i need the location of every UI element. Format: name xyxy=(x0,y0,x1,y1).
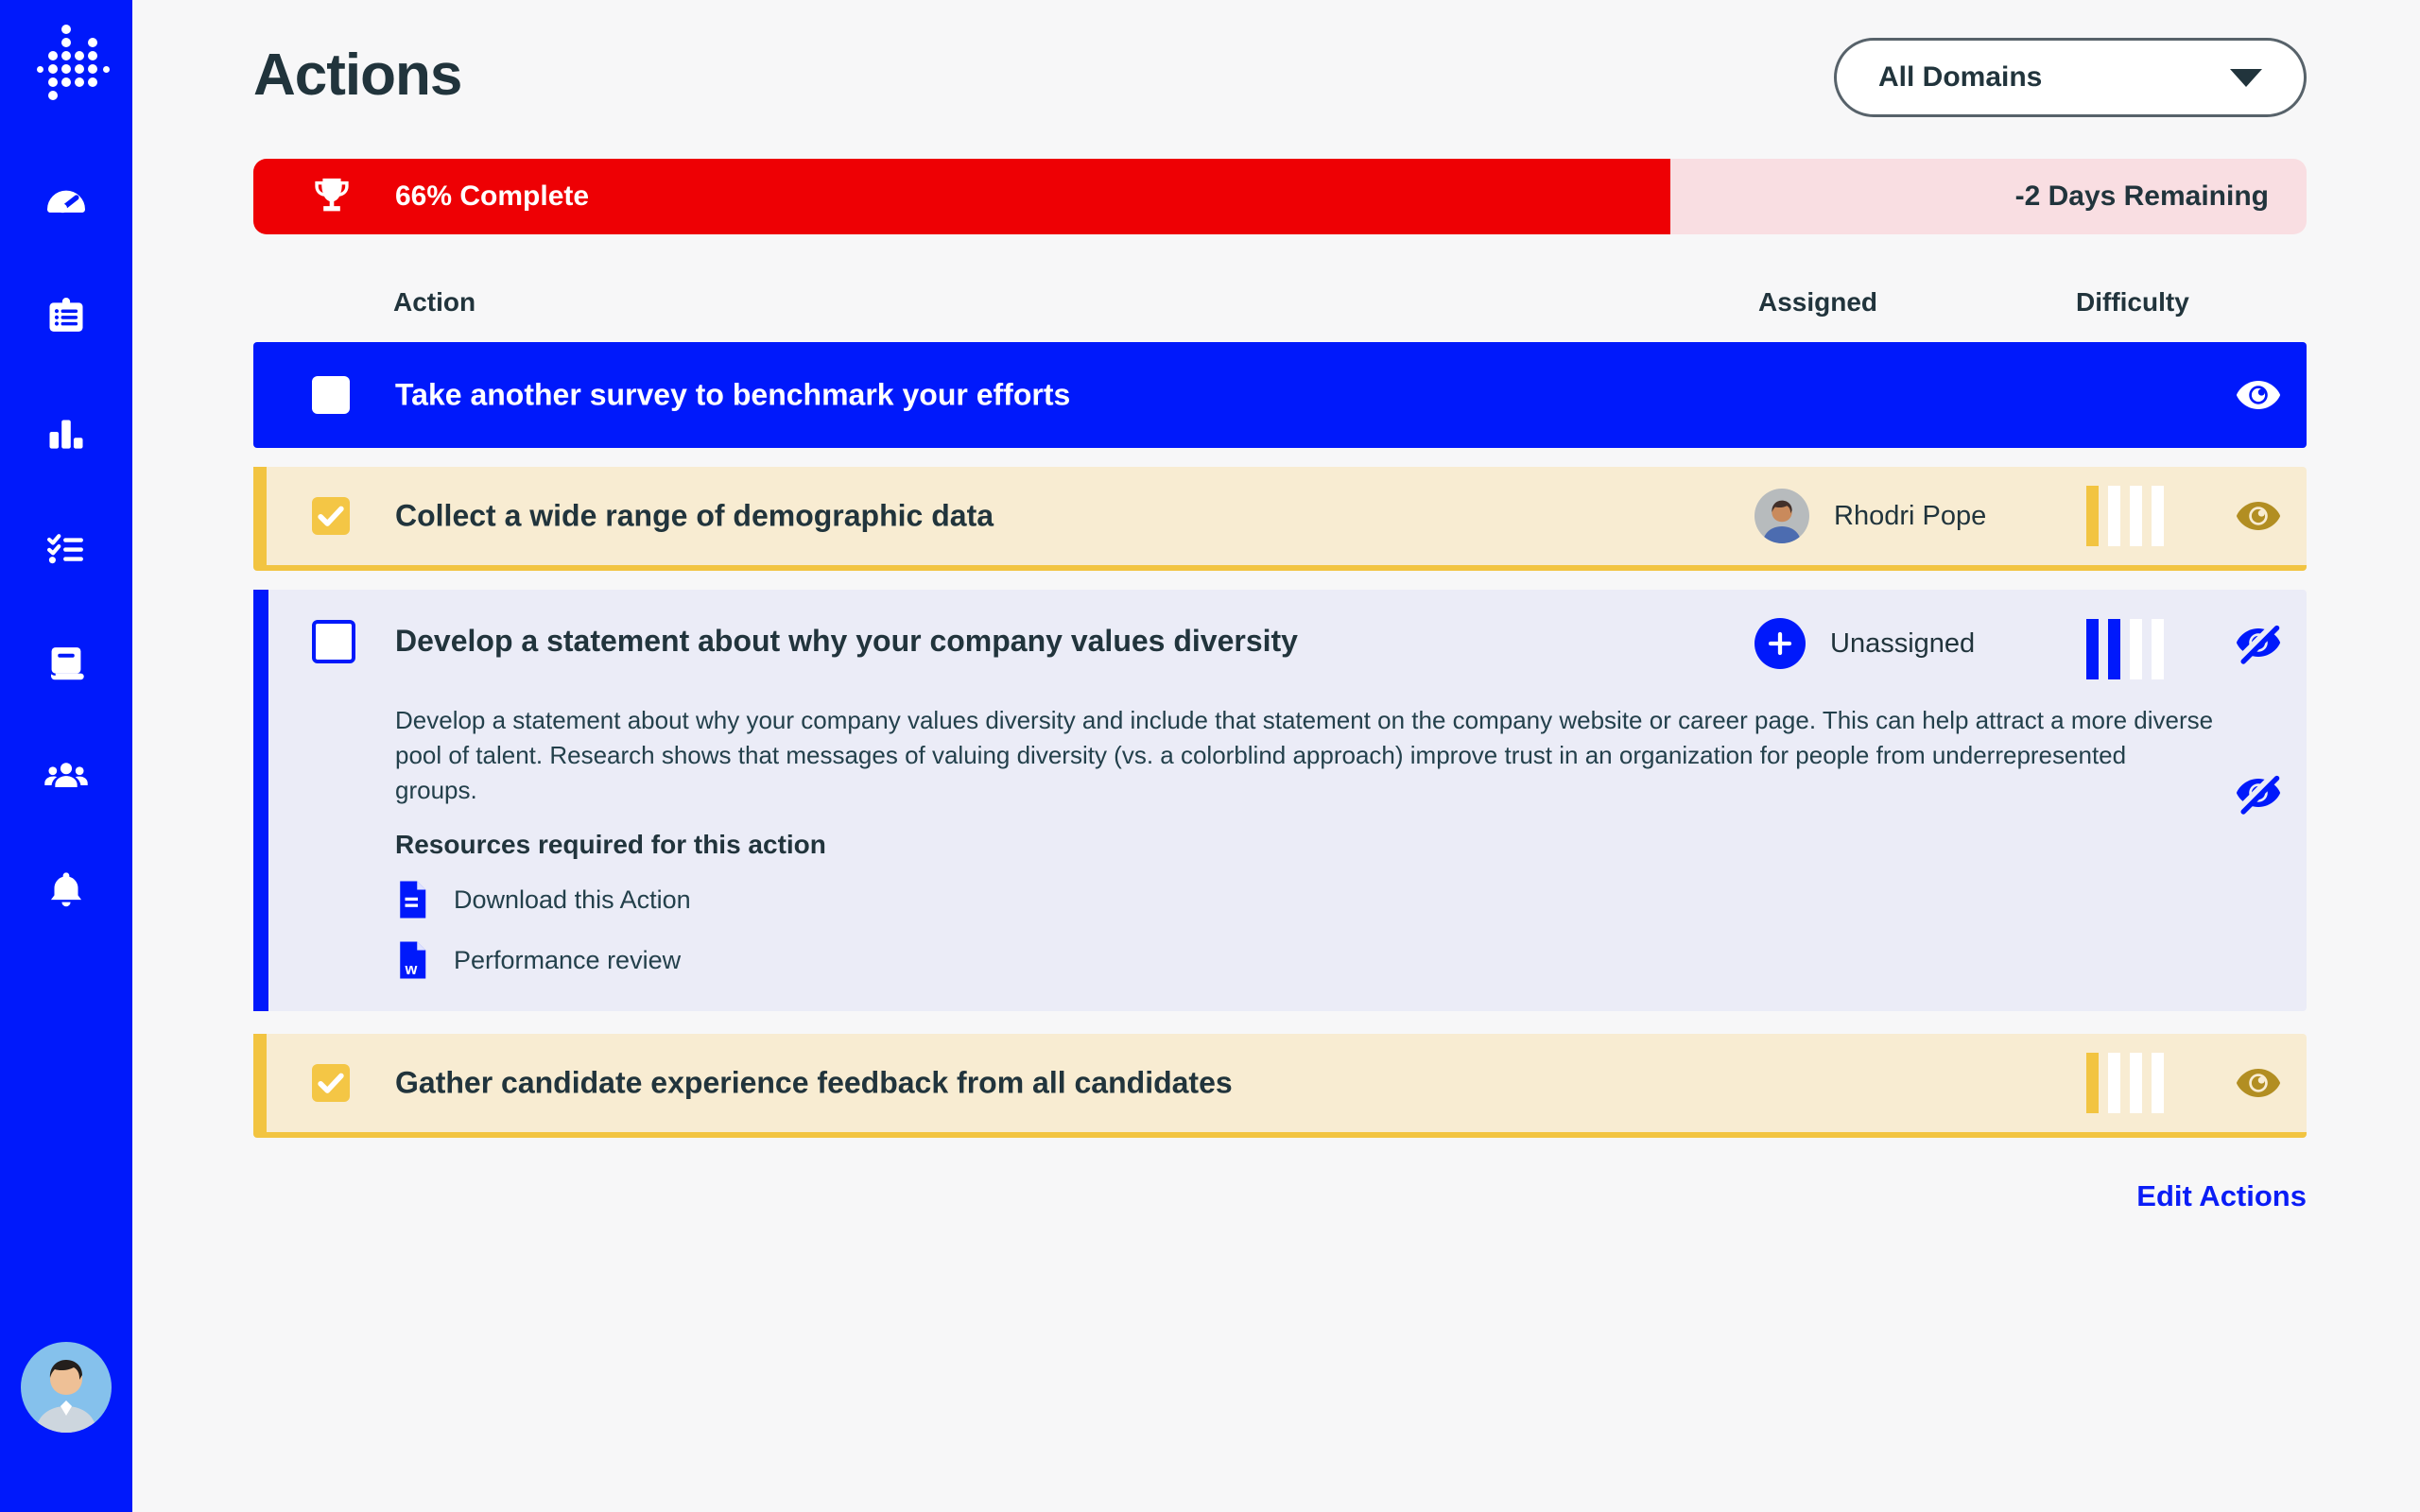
assigned-cell xyxy=(1754,489,1986,543)
column-header-difficulty: Difficulty xyxy=(2076,287,2189,317)
table-row[interactable] xyxy=(253,1034,2307,1138)
action-title: Gather candidate experience feedback from all candidates xyxy=(395,1065,1233,1100)
speedometer-icon xyxy=(43,181,90,229)
row-accent-bar xyxy=(253,590,268,1011)
sidebar-item-actions[interactable] xyxy=(43,525,90,573)
domain-filter-value: All Domains xyxy=(1878,61,2043,93)
doc-file-icon xyxy=(395,879,429,920)
row-accent-bar xyxy=(253,1034,267,1132)
people-icon xyxy=(43,753,90,800)
action-description: Develop a statement about why your company values diversity and include that statement on the company website or career page. This can help attract a more diverse pool of talent. Research shows that messages of valuing diversity (vs. a colorblind approach) improve trust in an organization for people from underrepresented groups. xyxy=(395,706,2214,804)
svg-text:w: w xyxy=(405,961,418,978)
resource-label: Performance review xyxy=(454,945,682,974)
assignee-name: Unassigned xyxy=(1830,627,1976,659)
action-title: Take another survey to benchmark your efforts xyxy=(395,377,1071,412)
column-header-assigned: Assigned xyxy=(1758,287,1878,317)
action-title: Collect a wide range of demographic data xyxy=(395,498,994,533)
sidebar-item-resources[interactable] xyxy=(43,641,90,688)
main-content xyxy=(253,0,2307,1512)
progress-bar xyxy=(253,159,2307,234)
resource-label: Download this Action xyxy=(454,885,691,914)
action-title: Develop a statement about why your company values diversity xyxy=(395,624,1298,658)
row-accent-bar xyxy=(253,467,267,565)
sidebar-item-dashboard[interactable] xyxy=(43,181,90,229)
table-header xyxy=(253,284,2307,342)
culture-amp-logo[interactable] xyxy=(22,25,112,102)
avatar xyxy=(21,1342,112,1433)
visibility-eye-icon[interactable] xyxy=(2235,1059,2282,1107)
trophy-icon xyxy=(310,175,354,218)
action-checkbox-unchecked[interactable] xyxy=(312,620,355,663)
resources-heading: Resources required for this action xyxy=(395,830,826,859)
page-title: Actions xyxy=(253,43,462,108)
difficulty-meter xyxy=(2086,619,2164,679)
clipboard-icon xyxy=(43,293,90,340)
assignee-avatar xyxy=(1754,489,1809,543)
book-icon xyxy=(43,641,90,688)
assignee-name: Rhodri Pope xyxy=(1834,500,1987,531)
action-checkbox-checked[interactable] xyxy=(312,497,350,535)
plus-icon xyxy=(1765,628,1795,659)
visibility-eye-off-icon[interactable] xyxy=(2235,769,2282,816)
resource-download-action[interactable] xyxy=(395,879,691,920)
sidebar-item-people[interactable] xyxy=(43,753,90,800)
action-checkbox-unchecked[interactable] xyxy=(312,376,350,414)
domain-filter-dropdown[interactable] xyxy=(1834,38,2307,117)
progress-complete-label: 66% Complete xyxy=(395,180,590,212)
actions-table xyxy=(253,284,2307,1213)
table-row[interactable] xyxy=(253,467,2307,571)
column-header-action: Action xyxy=(393,287,476,317)
sidebar-item-insights[interactable] xyxy=(43,409,90,456)
difficulty-meter xyxy=(2086,1053,2164,1113)
table-row-expanded[interactable] xyxy=(253,590,2307,1011)
user-profile-avatar[interactable] xyxy=(21,1342,112,1433)
checklist-icon xyxy=(43,525,90,573)
sidebar-item-surveys[interactable] xyxy=(43,293,90,340)
sidebar xyxy=(0,0,132,1512)
visibility-eye-icon[interactable] xyxy=(2235,371,2282,419)
bar-chart-icon xyxy=(43,409,90,456)
progress-fill xyxy=(253,159,1670,234)
chevron-down-icon xyxy=(2230,69,2262,87)
word-file-icon xyxy=(395,939,429,981)
resource-performance-review[interactable] xyxy=(395,939,681,981)
edit-actions-link[interactable]: Edit Actions xyxy=(2136,1179,2307,1212)
progress-remaining-label: -2 Days Remaining xyxy=(2014,180,2269,212)
action-checkbox-checked[interactable] xyxy=(312,1064,350,1102)
sidebar-item-notifications[interactable] xyxy=(43,868,90,915)
assigned-cell xyxy=(1754,618,1975,669)
visibility-eye-off-icon[interactable] xyxy=(2235,619,2282,666)
bell-icon xyxy=(43,868,90,915)
visibility-eye-icon[interactable] xyxy=(2235,492,2282,540)
table-row[interactable] xyxy=(253,342,2307,448)
add-assignee-button[interactable] xyxy=(1754,618,1806,669)
difficulty-meter xyxy=(2086,486,2164,546)
